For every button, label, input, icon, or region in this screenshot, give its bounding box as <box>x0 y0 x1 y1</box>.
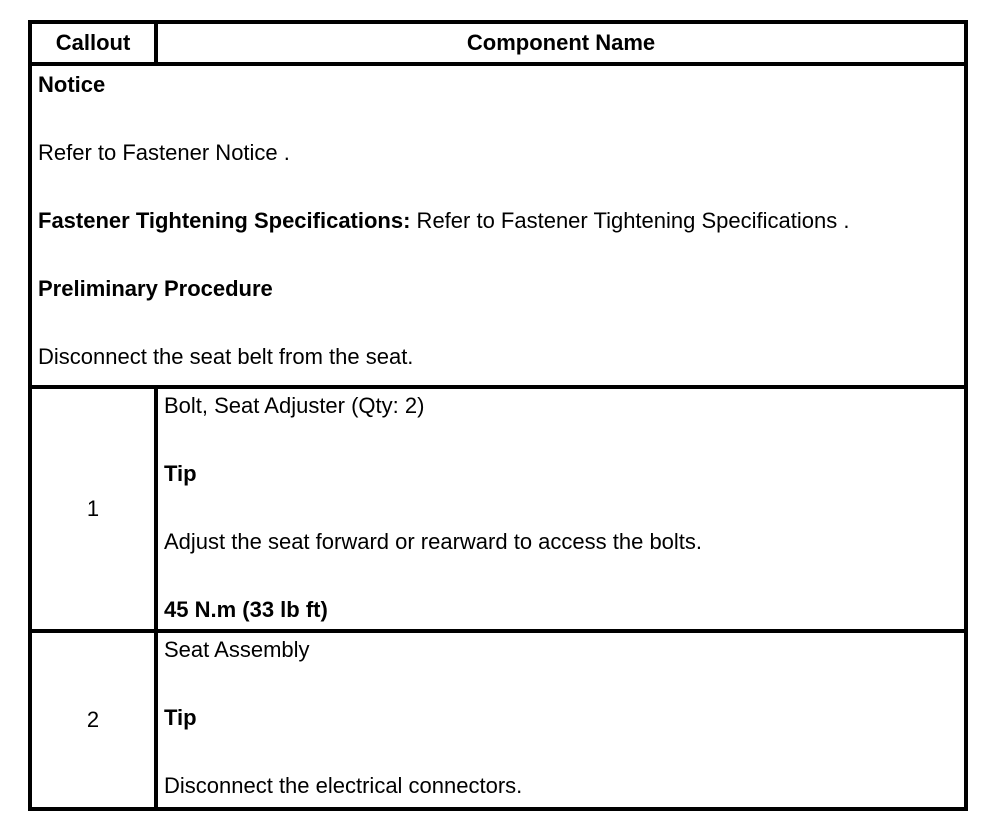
component-cell <box>156 631 966 809</box>
header-callout: Callout <box>30 22 156 64</box>
notice-row <box>30 64 966 387</box>
procedure-table <box>28 20 968 811</box>
tightening-spec-label: Fastener Tightening Specifications: <box>38 208 411 233</box>
callout-number: 1 <box>30 387 156 631</box>
preliminary-procedure-text: Disconnect the seat belt from the seat. <box>38 344 414 369</box>
table-row <box>30 631 966 809</box>
torque-spec: 45 N.m (33 lb ft) <box>164 597 328 622</box>
fastener-notice-reference: Refer to Fastener Notice . <box>38 140 290 165</box>
component-name: Bolt, Seat Adjuster (Qty: 2) <box>164 393 425 418</box>
tip-label: Tip <box>164 461 197 486</box>
notice-cell <box>30 64 966 387</box>
tip-text: Adjust the seat forward or rearward to access the bolts. <box>164 529 703 554</box>
callout-number: 2 <box>30 631 156 809</box>
tightening-spec-text: Refer to Fastener Tightening Specifications . <box>410 208 850 233</box>
tightening-spec-paragraph <box>38 208 958 276</box>
component-name: Seat Assembly <box>164 637 310 662</box>
header-component-name: Component Name <box>156 22 966 64</box>
component-cell <box>156 387 966 631</box>
tip-label: Tip <box>164 705 197 730</box>
table-row <box>30 387 966 631</box>
table-header-row <box>30 22 966 64</box>
tip-text: Disconnect the electrical connectors. <box>164 773 523 798</box>
preliminary-procedure-title: Preliminary Procedure <box>38 276 273 301</box>
notice-title: Notice <box>38 72 106 97</box>
